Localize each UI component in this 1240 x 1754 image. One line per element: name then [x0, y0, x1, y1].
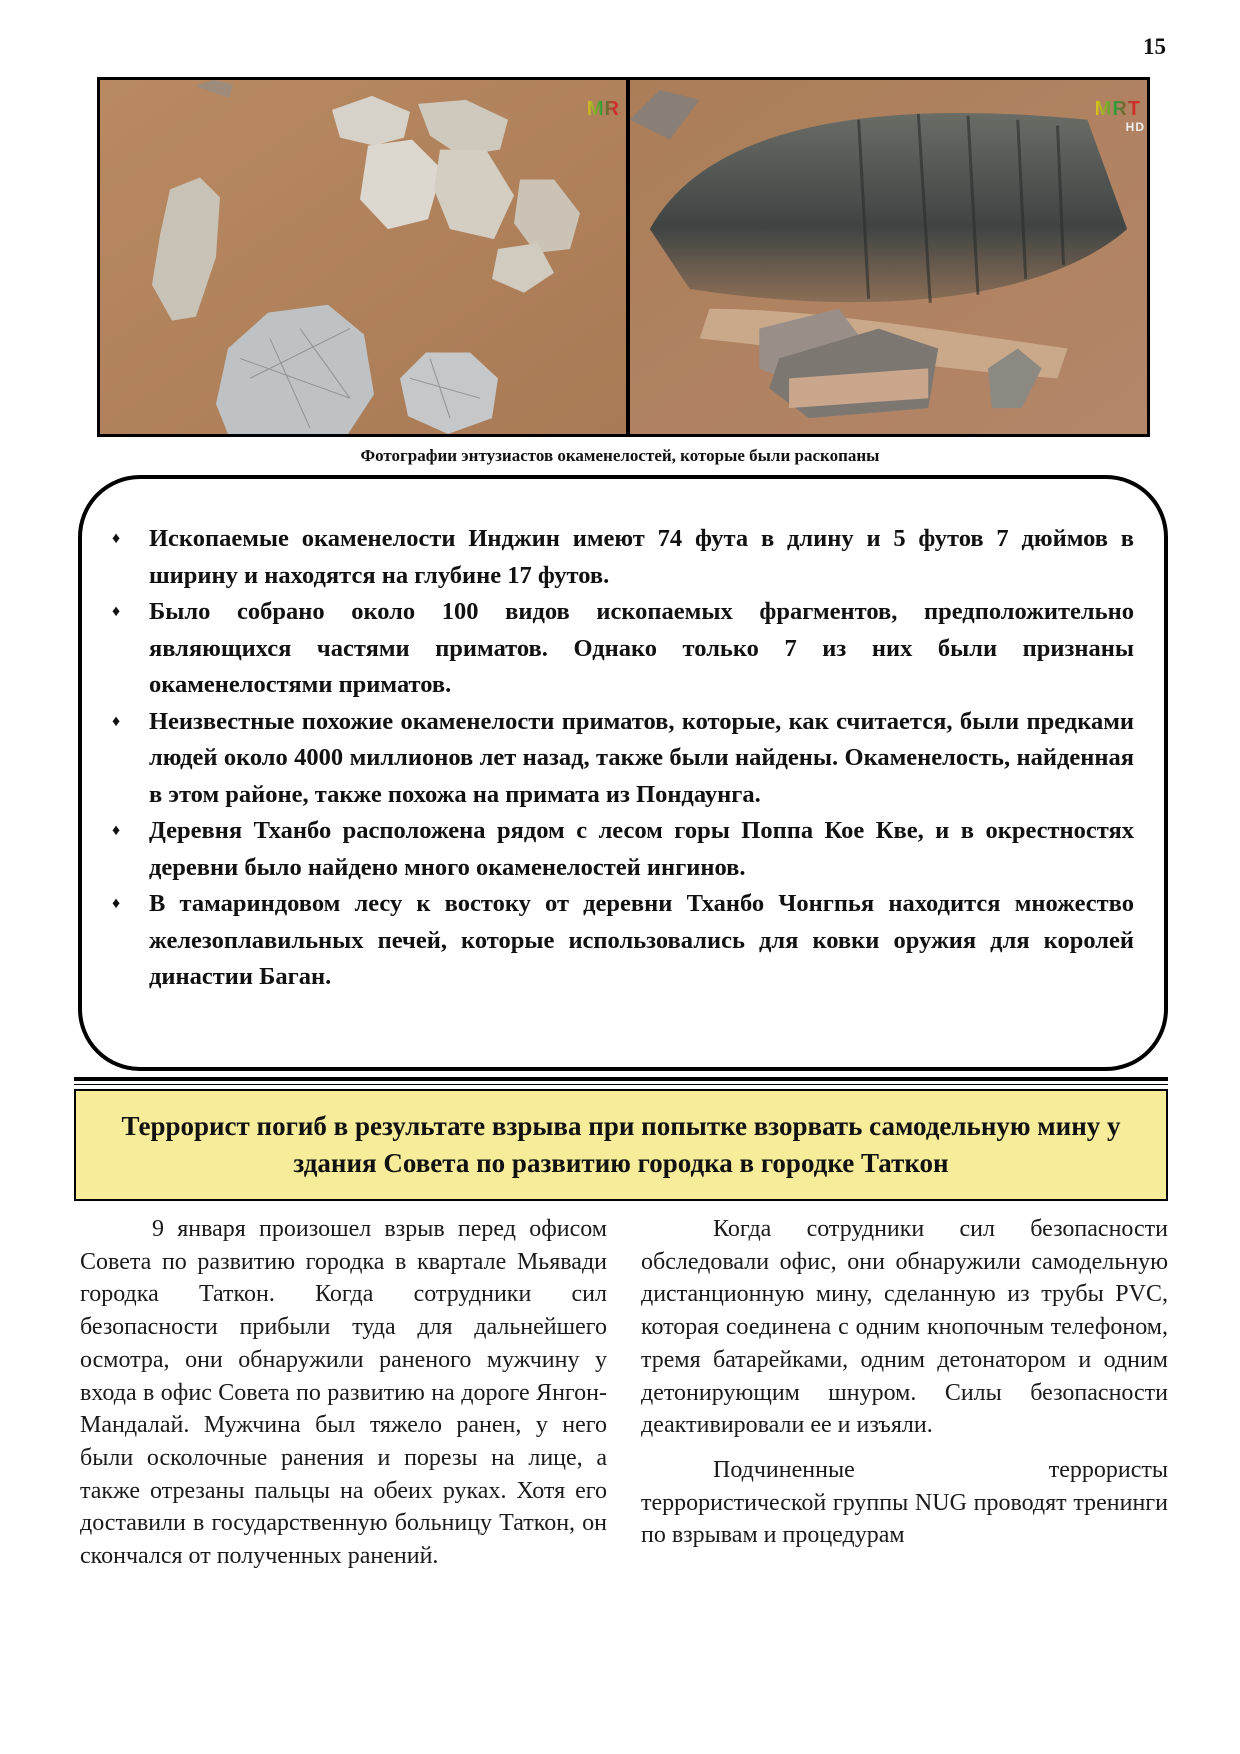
headline-box — [74, 1089, 1168, 1201]
fact-text: В тамариндовом лесу к востоку от деревни Тханбо Чонгпья находится множество железоплавильных печей, которые использовались для ковки оружия для королей династии Баган. — [149, 890, 1134, 990]
diamond-bullet-icon: ♦ — [112, 712, 121, 730]
fact-text: Деревня Тханбо расположена рядом с лесом горы Поппа Кое Кве, и в окрестностях деревни было найдено много окаменелостей ингинов. — [149, 817, 1134, 881]
fact-item — [112, 886, 1134, 996]
fact-item — [112, 704, 1134, 814]
fact-item — [112, 594, 1134, 704]
fossil-fragments-photo — [100, 80, 630, 434]
diamond-bullet-icon: ♦ — [112, 822, 121, 839]
article-paragraph: Когда сотрудники сил безопасности обследовали офис, они обнаружили самодельную дистанционную мину, сделанную из трубы PVC, которая соединена с одним кнопочным телефоном, тремя батарейками, одним детонатором и одним детонирующим шнуром. Силы безопасности деактивировали ее и изъяли. — [641, 1216, 1168, 1439]
fossil-fragments-image — [100, 80, 626, 434]
fact-text: Ископаемые окаменелости Инджин имеют 74 фута в длину и 5 футов 7 дюймов в ширину и находятся на глубине 17 футов. — [149, 525, 1134, 589]
fact-text: Было собрано около 100 видов ископаемых фрагментов, предположительно являющихся частями приматов. Однако только 7 из них были признаны окаменелостями приматов. — [149, 598, 1134, 698]
facts-box — [78, 475, 1168, 1071]
article-paragraph: Подчиненные террористы террористической группы NUG проводят тренинги по взрывам и процедурам — [641, 1456, 1168, 1549]
article-paragraph: 9 января произошел взрыв перед офисом Совета по развитию городка в квартале Мьявади городка Таткон. Когда сотрудники сил безопасности прибыли туда для дальнейшего осмотра, они обнаружили раненого мужчину у входа в офис Совета по развитию на дороге Янгон-Мандалай. Мужчина был тяжело ранен, у него были осколочные ранения и порезы на лице, а также отрезаны пальцы на обеих руках. Хотя его доставили в государственную больницу Таткон, он скончался от полученных ранений. — [80, 1216, 607, 1570]
article-headline: Террорист погиб в результате взрыва при попытке взорвать самодельную мину у здания Совета по развитию городка в городке Таткон — [121, 1111, 1121, 1178]
fact-item — [112, 521, 1134, 594]
diamond-bullet-icon: ♦ — [112, 603, 121, 620]
mrtv-hd-badge: HD — [1125, 120, 1145, 134]
mrtv-logo-left: MR — [586, 98, 620, 120]
diamond-bullet-icon: ♦ — [112, 895, 121, 912]
fact-item — [112, 813, 1134, 886]
fact-text: Неизвестные похожие окаменелости приматов, которые, как считается, были предками людей около 4000 миллионов лет назад, также были найдены. Окаменелость, найденная в этом районе, также похожа на примата из Пондаунга. — [149, 707, 1134, 808]
mrtv-logo-right: MRT — [1094, 98, 1141, 120]
section-divider-thin — [74, 1084, 1168, 1085]
photo-caption: Фотографии энтузиастов окаменелостей, которые были раскопаны — [360, 446, 880, 465]
section-divider — [74, 1077, 1168, 1081]
photo-strip — [97, 77, 1150, 437]
article-column-right — [641, 1213, 1168, 1564]
fossil-bone-photo — [630, 80, 1147, 434]
article-column-left — [80, 1213, 607, 1585]
page-number: 15 — [1143, 34, 1166, 59]
fossil-bone-image — [630, 80, 1147, 434]
facts-list — [82, 479, 1164, 996]
diamond-bullet-icon: ♦ — [112, 530, 121, 547]
